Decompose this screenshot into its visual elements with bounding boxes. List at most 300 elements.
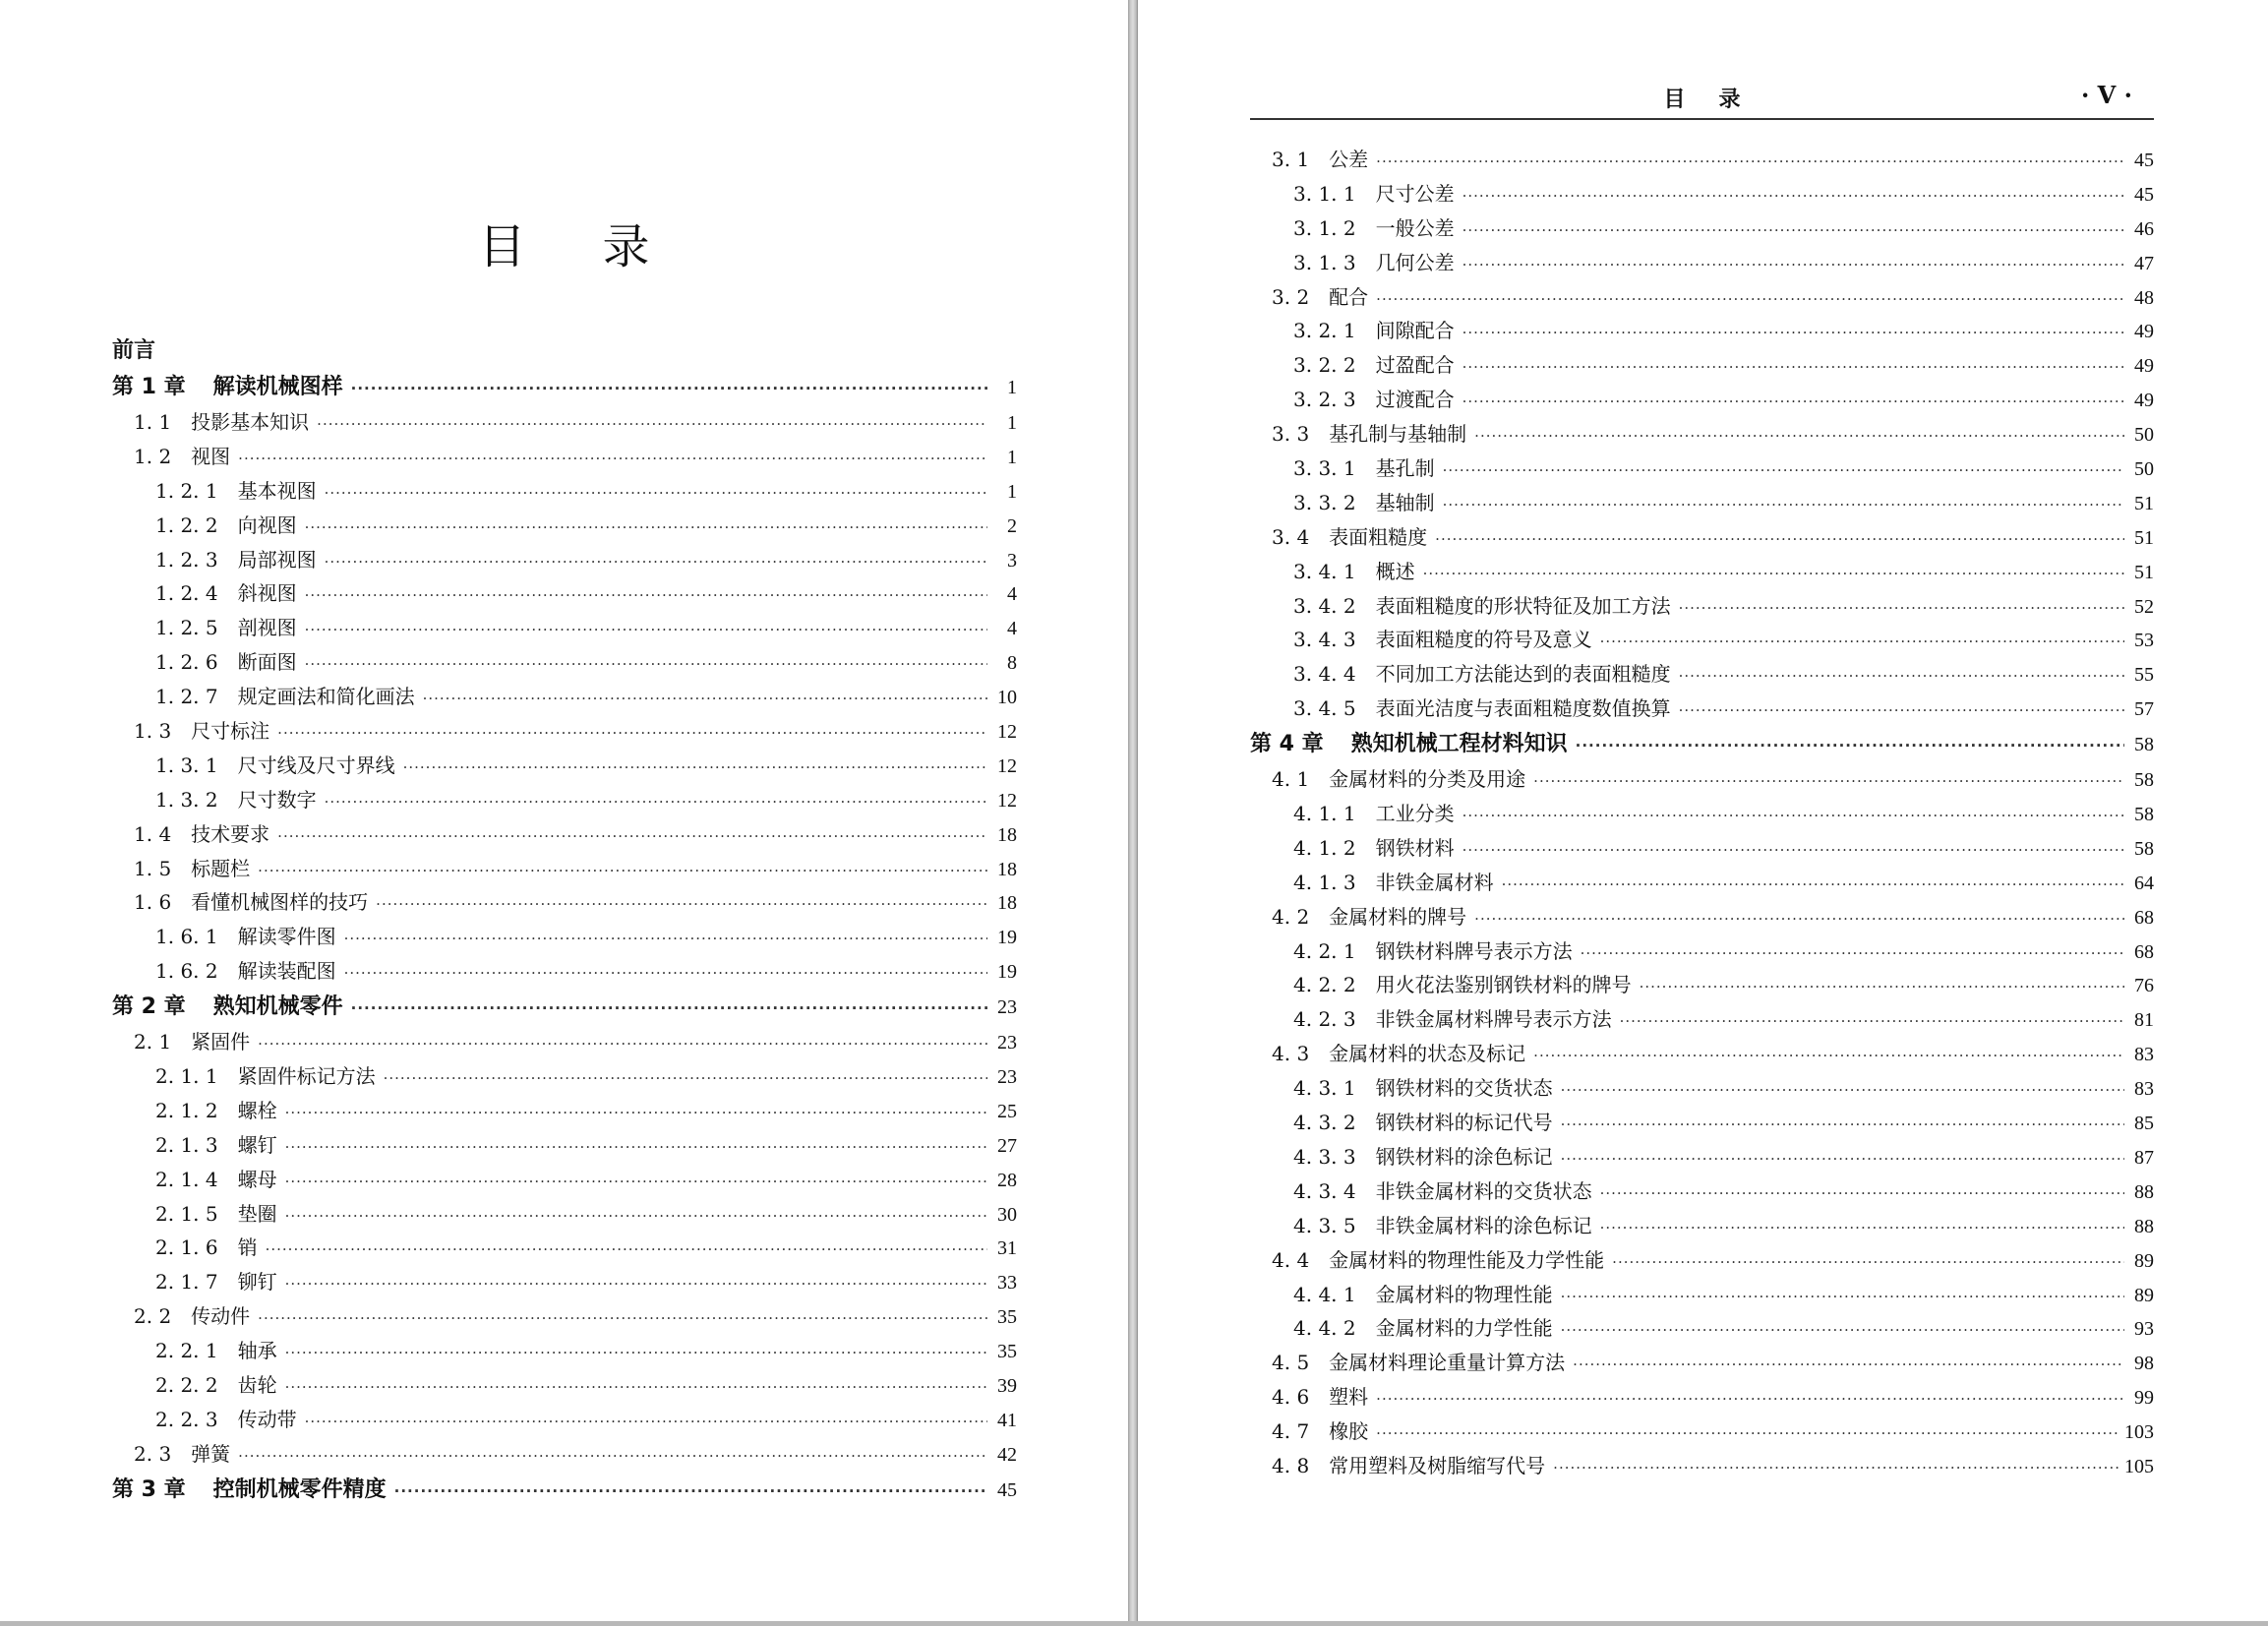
dot-leader bbox=[351, 991, 987, 1027]
toc-entry-number: 2. 2 bbox=[134, 1304, 172, 1329]
dot-leader bbox=[285, 1096, 987, 1130]
toc-entry-number: 1. 5 bbox=[134, 856, 172, 880]
dot-leader bbox=[285, 1199, 987, 1234]
toc-entry-title: 不同加工方法能达到的表面粗糙度 bbox=[1375, 662, 1671, 687]
toc-entry[interactable] bbox=[112, 1403, 1017, 1437]
toc-entry[interactable] bbox=[112, 1094, 1017, 1128]
toc-entry-number: 3. 1. 1 bbox=[1293, 181, 1356, 206]
toc-entry[interactable] bbox=[1250, 1037, 2154, 1071]
toc-entry-title: 解读装配图 bbox=[237, 959, 336, 984]
toc-entry-page: 19 bbox=[997, 961, 1017, 984]
toc-entry-page: 1 bbox=[1007, 480, 1017, 503]
toc-entry-title: 过渡配合 bbox=[1375, 388, 1455, 412]
page-divider bbox=[1128, 0, 1138, 1626]
toc-entry-number: 3. 4 bbox=[1272, 524, 1310, 549]
toc-entry-number: 4. 8 bbox=[1272, 1453, 1310, 1477]
toc-entry-number: 4. 1. 3 bbox=[1293, 870, 1356, 894]
toc-entry-title: 表面光洁度与表面粗糙度数值换算 bbox=[1375, 696, 1671, 721]
toc-entry-page: 12 bbox=[997, 789, 1017, 812]
toc-entry-title: 投影基本知识 bbox=[191, 410, 310, 434]
toc-entry-title: 工业分类 bbox=[1375, 802, 1455, 826]
toc-entry[interactable] bbox=[1250, 452, 2154, 486]
toc-entry-title: 轴承 bbox=[237, 1339, 277, 1363]
toc-entry-number: 4. 2 bbox=[1272, 904, 1310, 929]
toc-entry-title: 垫圈 bbox=[237, 1201, 277, 1226]
dot-leader bbox=[277, 716, 987, 751]
toc-entry[interactable] bbox=[112, 885, 1017, 920]
toc-entry[interactable] bbox=[1250, 1106, 2154, 1140]
toc-entry-title: 非铁金属材料的交货状态 bbox=[1375, 1178, 1592, 1203]
toc-entry-title: 尺寸数字 bbox=[237, 787, 317, 812]
toc-entry-title: 规定画法和简化画法 bbox=[237, 685, 415, 709]
toc-entry[interactable] bbox=[112, 543, 1017, 577]
dot-leader bbox=[1462, 213, 2124, 248]
dot-leader bbox=[1561, 1280, 2124, 1314]
toc-entry-page: 83 bbox=[2134, 1044, 2154, 1066]
toc-entry-title: 螺母 bbox=[237, 1167, 277, 1191]
toc-entry[interactable] bbox=[112, 474, 1017, 509]
toc-entry-page: 23 bbox=[997, 996, 1017, 1019]
toc-entry-page: 103 bbox=[2124, 1421, 2154, 1444]
dot-leader bbox=[351, 371, 987, 407]
toc-entry[interactable] bbox=[1250, 589, 2154, 624]
toc-entry[interactable] bbox=[1250, 1243, 2154, 1278]
toc-entry-page: 58 bbox=[2134, 734, 2154, 756]
toc-entry-title: 表面粗糙度的形状特征及加工方法 bbox=[1375, 593, 1671, 618]
running-head-title: 目录 bbox=[1663, 87, 1774, 112]
toc-entry-number: 3. 4. 3 bbox=[1293, 628, 1356, 652]
toc-entry[interactable] bbox=[112, 645, 1017, 680]
toc-entry[interactable] bbox=[112, 440, 1017, 474]
toc-entry-page: 52 bbox=[2134, 595, 2154, 618]
toc-entry-page: 76 bbox=[2134, 975, 2154, 997]
toc-entry-number: 2. 1. 7 bbox=[155, 1270, 218, 1295]
toc-entry-title: 金属材料的物理性能 bbox=[1375, 1282, 1553, 1306]
toc-entry-title: 基孔制与基轴制 bbox=[1329, 422, 1467, 447]
toc-entry-page: 33 bbox=[997, 1272, 1017, 1295]
toc-entry-number: 1. 6 bbox=[134, 890, 172, 915]
toc-entry-number: 2. 1. 6 bbox=[155, 1235, 218, 1260]
dot-leader bbox=[305, 578, 987, 613]
toc-entry[interactable] bbox=[1250, 1174, 2154, 1209]
toc-entry-number: 4. 5 bbox=[1272, 1351, 1310, 1375]
toc-entry-page: 57 bbox=[2134, 698, 2154, 721]
toc-entry[interactable] bbox=[1250, 657, 2154, 692]
toc-entry-title: 熟知机械零件 bbox=[212, 994, 343, 1020]
toc-entry[interactable] bbox=[112, 509, 1017, 543]
toc-entry-page: 49 bbox=[2134, 321, 2154, 343]
toc-entry-page: 41 bbox=[997, 1409, 1017, 1431]
toc-entry-title: 钢铁材料的标记代号 bbox=[1375, 1111, 1553, 1135]
toc-entry-number: 1. 2. 2 bbox=[155, 512, 218, 537]
toc-entry-title: 紧固件 bbox=[191, 1030, 251, 1054]
toc-entry-title: 向视图 bbox=[237, 512, 297, 537]
toc-entry-number: 3. 1. 2 bbox=[1293, 215, 1356, 240]
toc-entry-page: 105 bbox=[2124, 1455, 2154, 1477]
toc-entry-title: 尺寸公差 bbox=[1375, 181, 1455, 206]
dot-leader bbox=[277, 819, 987, 854]
toc-entry[interactable] bbox=[1250, 1415, 2154, 1449]
toc-entry-number: 2. 1. 3 bbox=[155, 1132, 218, 1157]
toc-entry-page: 1 bbox=[1007, 377, 1017, 398]
dot-leader bbox=[317, 407, 987, 442]
toc-entry-title: 尺寸标注 bbox=[191, 719, 270, 744]
dot-leader bbox=[384, 1061, 987, 1096]
toc-entry-page: 18 bbox=[997, 858, 1017, 880]
toc-entry-page: 23 bbox=[997, 1066, 1017, 1089]
toc-entry-number: 3. 2 bbox=[1272, 284, 1310, 309]
toc-entry[interactable] bbox=[1250, 555, 2154, 589]
toc-entry-page: 1 bbox=[1007, 446, 1017, 468]
toc-entry[interactable] bbox=[112, 1197, 1017, 1232]
toc-entry[interactable] bbox=[1250, 1346, 2154, 1380]
toc-entry-title: 剖视图 bbox=[237, 616, 297, 640]
toc-entry-number: 4. 2. 2 bbox=[1293, 973, 1356, 997]
toc-entry-title: 常用塑料及树脂缩写代号 bbox=[1329, 1453, 1546, 1477]
toc-entry[interactable] bbox=[112, 1265, 1017, 1299]
dot-leader bbox=[1561, 1108, 2124, 1142]
toc-entry-number: 3. 3. 1 bbox=[1293, 456, 1356, 481]
dot-leader bbox=[285, 1336, 987, 1370]
dot-leader bbox=[1443, 453, 2124, 488]
running-header bbox=[1250, 81, 2154, 120]
toc-entry[interactable] bbox=[1250, 1380, 2154, 1415]
dot-leader bbox=[1600, 625, 2124, 659]
dot-leader bbox=[403, 751, 987, 785]
dot-leader bbox=[1679, 659, 2124, 693]
toc-entry-page: 31 bbox=[997, 1237, 1017, 1260]
toc-entry-title: 螺栓 bbox=[237, 1098, 277, 1122]
toc-chapter-entry[interactable] bbox=[1250, 726, 2154, 762]
toc-chapter-entry[interactable] bbox=[112, 989, 1017, 1025]
toc-entry[interactable] bbox=[1250, 762, 2154, 797]
toc-entry-page: 19 bbox=[997, 927, 1017, 949]
toc-entry-title: 几何公差 bbox=[1375, 250, 1455, 274]
toc-entry[interactable] bbox=[112, 920, 1017, 954]
dot-leader bbox=[1600, 1211, 2124, 1245]
toc-entry-title: 表面粗糙度的符号及意义 bbox=[1375, 628, 1592, 652]
toc-entry-number: 第 1 章 bbox=[112, 375, 186, 399]
toc-entry[interactable] bbox=[1250, 348, 2154, 383]
toc-entry[interactable] bbox=[1250, 797, 2154, 831]
toc-entry-page: 99 bbox=[2134, 1387, 2154, 1410]
toc-entry-page: 28 bbox=[997, 1169, 1017, 1191]
toc-entry-number: 4. 3. 3 bbox=[1293, 1144, 1356, 1169]
dot-leader bbox=[305, 647, 987, 682]
toc-entry-number: 3. 3. 2 bbox=[1293, 490, 1356, 514]
toc-entry-title: 传动带 bbox=[237, 1407, 297, 1431]
toc-entry-page: 89 bbox=[2134, 1249, 2154, 1272]
toc-entry-page: 18 bbox=[997, 892, 1017, 915]
toc-entry-page: 51 bbox=[2134, 526, 2154, 549]
toc-entry[interactable] bbox=[1250, 866, 2154, 900]
toc-entry[interactable] bbox=[1250, 831, 2154, 866]
toc-entry-number: 2. 1. 2 bbox=[155, 1098, 218, 1122]
dot-leader bbox=[1462, 179, 2124, 213]
toc-entry-title: 基孔制 bbox=[1375, 456, 1435, 481]
toc-entry-number: 4. 2. 1 bbox=[1293, 938, 1356, 963]
dot-leader bbox=[1561, 1313, 2124, 1348]
toc-entry-number: 2. 3 bbox=[134, 1441, 172, 1466]
toc-entry[interactable] bbox=[1250, 177, 2154, 211]
toc-entry[interactable] bbox=[1250, 383, 2154, 417]
dot-leader bbox=[1376, 282, 2124, 317]
toc-entry[interactable] bbox=[1250, 280, 2154, 315]
toc-entry-page: 51 bbox=[2134, 492, 2154, 514]
toc-entry-page: 23 bbox=[997, 1032, 1017, 1054]
toc-entry[interactable] bbox=[1250, 692, 2154, 726]
toc-entry-page: 2 bbox=[1007, 514, 1017, 537]
toc-entry[interactable] bbox=[1250, 968, 2154, 1002]
toc-entry-page: 39 bbox=[997, 1375, 1017, 1398]
toc-entry[interactable] bbox=[1250, 1278, 2154, 1312]
toc-entry-title: 金属材料的分类及用途 bbox=[1329, 767, 1526, 792]
toc-entry[interactable] bbox=[1250, 143, 2154, 177]
dot-leader bbox=[1553, 1451, 2119, 1485]
toc-entry-title: 前言 bbox=[112, 338, 156, 363]
toc-entry-number: 2. 1 bbox=[134, 1030, 172, 1054]
dot-leader bbox=[285, 1165, 987, 1199]
toc-entry-number: 1. 2 bbox=[134, 444, 172, 468]
toc-entry-title: 过盈配合 bbox=[1375, 353, 1455, 378]
toc-entry-number: 1. 1 bbox=[134, 410, 172, 434]
toc-entry-page: 10 bbox=[997, 687, 1017, 709]
toc-entry-title: 解读机械图样 bbox=[212, 375, 343, 399]
toc-entry-page: 50 bbox=[2134, 458, 2154, 481]
toc-entry-page: 4 bbox=[1007, 618, 1017, 640]
toc-entry[interactable] bbox=[1250, 900, 2154, 934]
toc-entry[interactable] bbox=[112, 714, 1017, 749]
toc-entry-number: 2. 1. 1 bbox=[155, 1064, 218, 1089]
dot-leader bbox=[258, 1027, 987, 1061]
toc-entry[interactable] bbox=[112, 611, 1017, 645]
toc-entry[interactable] bbox=[112, 576, 1017, 611]
toc-entry[interactable] bbox=[112, 783, 1017, 817]
toc-entry-page: 18 bbox=[997, 823, 1017, 846]
toc-entry-number: 4. 3. 2 bbox=[1293, 1111, 1356, 1135]
toc-entry[interactable] bbox=[112, 1231, 1017, 1265]
toc-entry-title: 销 bbox=[237, 1235, 258, 1260]
toc-entry[interactable] bbox=[112, 1059, 1017, 1094]
toc-entry-number: 4. 3. 5 bbox=[1293, 1213, 1356, 1237]
toc-entry-page: 8 bbox=[1007, 652, 1017, 675]
toc-entry-page: 45 bbox=[2134, 183, 2154, 206]
dot-leader bbox=[258, 854, 987, 888]
toc-entry-page: 45 bbox=[997, 1478, 1017, 1501]
toc-entry-title: 公差 bbox=[1329, 148, 1369, 171]
toc-entry[interactable] bbox=[1250, 1449, 2154, 1483]
toc-entry[interactable] bbox=[1250, 1002, 2154, 1037]
toc-entry-page: 68 bbox=[2134, 940, 2154, 963]
toc-entry-number: 2. 2. 1 bbox=[155, 1339, 218, 1363]
toc-entry-page: 81 bbox=[2134, 1009, 2154, 1032]
toc-entry-title: 视图 bbox=[191, 444, 231, 468]
toc-entry-page: 49 bbox=[2134, 390, 2154, 412]
toc-entry-title: 金属材料的力学性能 bbox=[1375, 1316, 1553, 1341]
toc-entry-page: 85 bbox=[2134, 1113, 2154, 1135]
toc-entry-page: 87 bbox=[2134, 1146, 2154, 1169]
dot-leader bbox=[1561, 1142, 2124, 1176]
toc-entry-title: 金属材料的牌号 bbox=[1329, 904, 1467, 929]
toc-entry-page: 47 bbox=[2134, 252, 2154, 274]
toc-entry-number: 3. 1. 3 bbox=[1293, 250, 1356, 274]
toc-entry-number: 4. 1. 2 bbox=[1293, 835, 1356, 860]
toc-entry-number: 1. 2. 1 bbox=[155, 478, 218, 503]
toc-entry[interactable] bbox=[112, 1025, 1017, 1059]
dot-leader bbox=[376, 887, 987, 922]
dot-leader bbox=[1474, 419, 2124, 453]
toc-entry-page: 27 bbox=[997, 1134, 1017, 1157]
toc-entry[interactable] bbox=[112, 852, 1017, 886]
toc-entry-number: 1. 6. 1 bbox=[155, 925, 218, 949]
toc-left-list bbox=[112, 332, 1017, 1508]
toc-entry[interactable] bbox=[1250, 934, 2154, 969]
dot-leader bbox=[1443, 488, 2124, 522]
toc-entry-title: 技术要求 bbox=[191, 821, 270, 846]
toc-entry-title: 标题栏 bbox=[191, 856, 251, 880]
toc-entry-number: 3. 2. 3 bbox=[1293, 388, 1356, 412]
toc-entry-title: 钢铁材料 bbox=[1375, 835, 1455, 860]
page-number-label: · V · bbox=[2080, 81, 2132, 109]
dot-leader bbox=[1376, 145, 2124, 179]
dot-leader bbox=[1533, 1039, 2124, 1073]
dot-leader bbox=[344, 956, 987, 991]
toc-entry-title: 配合 bbox=[1329, 284, 1369, 309]
toc-entry-title: 概述 bbox=[1375, 559, 1415, 583]
toc-entry[interactable] bbox=[112, 954, 1017, 989]
toc-entry[interactable] bbox=[1250, 1209, 2154, 1243]
dot-leader bbox=[285, 1370, 987, 1405]
toc-entry[interactable] bbox=[112, 1128, 1017, 1163]
dot-leader bbox=[1462, 350, 2124, 385]
toc-entry-title: 非铁金属材料的涂色标记 bbox=[1375, 1213, 1592, 1237]
toc-entry-number: 1. 4 bbox=[134, 821, 172, 846]
toc-entry[interactable] bbox=[112, 680, 1017, 714]
dot-leader bbox=[1576, 728, 2124, 764]
toc-entry-page: 58 bbox=[2134, 769, 2154, 792]
dot-leader bbox=[1462, 799, 2124, 833]
toc-entry-page: 12 bbox=[997, 754, 1017, 777]
toc-entry-number: 3. 4. 2 bbox=[1293, 593, 1356, 618]
toc-right-list bbox=[1250, 143, 2154, 1483]
toc-entry-title: 斜视图 bbox=[237, 581, 297, 606]
toc-entry[interactable] bbox=[1250, 314, 2154, 348]
toc-entry-page: 49 bbox=[2134, 355, 2154, 378]
dot-leader bbox=[305, 511, 987, 545]
toc-entry-page: 35 bbox=[997, 1306, 1017, 1329]
bottom-edge bbox=[0, 1621, 2268, 1626]
toc-entry-title: 基本视图 bbox=[237, 478, 317, 503]
toc-entry-title: 螺钉 bbox=[237, 1132, 277, 1157]
toc-entry-number: 1. 6. 2 bbox=[155, 959, 218, 984]
toc-entry-page: 58 bbox=[2134, 837, 2154, 860]
toc-entry-page: 88 bbox=[2134, 1180, 2154, 1203]
toc-entry[interactable] bbox=[1250, 246, 2154, 280]
dot-leader bbox=[305, 1405, 987, 1439]
toc-entry-number: 4. 3. 4 bbox=[1293, 1178, 1356, 1203]
toc-entry-page: 30 bbox=[997, 1203, 1017, 1226]
toc-entry-number: 4. 4 bbox=[1272, 1247, 1310, 1272]
dot-leader bbox=[1679, 693, 2124, 728]
toc-entry[interactable] bbox=[112, 1163, 1017, 1197]
toc-entry[interactable] bbox=[1250, 623, 2154, 657]
toc-entry[interactable] bbox=[112, 405, 1017, 440]
toc-entry-title: 解读零件图 bbox=[237, 925, 336, 949]
toc-entry-page: 3 bbox=[1007, 549, 1017, 572]
toc-entry-number: 3. 4. 5 bbox=[1293, 696, 1356, 721]
dot-leader bbox=[285, 1130, 987, 1165]
toc-entry-page: 53 bbox=[2134, 630, 2154, 652]
toc-entry-number: 1. 2. 4 bbox=[155, 581, 218, 606]
toc-entry-title: 传动件 bbox=[191, 1304, 251, 1329]
toc-entry[interactable] bbox=[1250, 1140, 2154, 1174]
toc-entry[interactable] bbox=[112, 1299, 1017, 1334]
toc-entry[interactable] bbox=[1250, 486, 2154, 520]
toc-entry-title: 间隙配合 bbox=[1375, 319, 1455, 343]
toc-entry[interactable] bbox=[112, 1437, 1017, 1472]
toc-entry[interactable] bbox=[1250, 211, 2154, 246]
toc-entry-title: 铆钉 bbox=[237, 1270, 277, 1295]
toc-entry-title: 用火花法鉴别钢铁材料的牌号 bbox=[1375, 973, 1632, 997]
toc-entry-number: 4. 1. 1 bbox=[1293, 802, 1356, 826]
toc-entry-number: 3. 1 bbox=[1272, 148, 1310, 171]
toc-entry-title: 钢铁材料牌号表示方法 bbox=[1375, 938, 1573, 963]
toc-chapter-entry[interactable] bbox=[112, 369, 1017, 405]
toc-entry[interactable] bbox=[1250, 417, 2154, 452]
dot-leader bbox=[1462, 833, 2124, 868]
dot-leader bbox=[1640, 970, 2124, 1004]
dot-leader bbox=[1573, 1348, 2124, 1382]
toc-entry-page: 25 bbox=[997, 1100, 1017, 1122]
toc-entry-title: 看懂机械图样的技巧 bbox=[191, 890, 369, 915]
toc-entry[interactable] bbox=[112, 817, 1017, 852]
toc-chapter-entry[interactable] bbox=[112, 1472, 1017, 1508]
toc-entry-page: 68 bbox=[2134, 906, 2154, 929]
toc-entry-number: 4. 4. 2 bbox=[1293, 1316, 1356, 1341]
toc-entry[interactable] bbox=[112, 1368, 1017, 1403]
dot-leader bbox=[1581, 936, 2124, 971]
toc-entry-page: 4 bbox=[1007, 583, 1017, 606]
toc-entry-page: 1 bbox=[1007, 412, 1017, 434]
toc-entry-title: 钢铁材料的涂色标记 bbox=[1375, 1144, 1553, 1169]
toc-entry[interactable] bbox=[1250, 520, 2154, 555]
toc-entry-number: 3. 2. 2 bbox=[1293, 353, 1356, 378]
dot-leader bbox=[258, 1301, 987, 1336]
toc-entry-title: 齿轮 bbox=[237, 1373, 277, 1398]
toc-entry[interactable] bbox=[112, 749, 1017, 783]
toc-entry-page: 51 bbox=[2134, 561, 2154, 583]
toc-entry[interactable] bbox=[1250, 1311, 2154, 1346]
toc-entry-number: 2. 2. 2 bbox=[155, 1373, 218, 1398]
toc-entry[interactable] bbox=[112, 1334, 1017, 1368]
toc-chapter-entry[interactable] bbox=[112, 332, 1017, 369]
toc-entry[interactable] bbox=[1250, 1071, 2154, 1106]
toc-entry-number: 2. 2. 3 bbox=[155, 1407, 218, 1431]
toc-entry-page: 83 bbox=[2134, 1078, 2154, 1101]
toc-entry-number: 第 2 章 bbox=[112, 994, 186, 1020]
dot-leader bbox=[1376, 1416, 2119, 1451]
toc-entry-number: 4. 1 bbox=[1272, 767, 1310, 792]
toc-entry-number: 3. 4. 1 bbox=[1293, 559, 1356, 583]
toc-entry-number: 第 4 章 bbox=[1250, 732, 1324, 757]
dot-leader bbox=[1679, 591, 2124, 626]
dot-leader bbox=[344, 922, 987, 956]
toc-entry-title: 熟知机械工程材料知识 bbox=[1350, 732, 1568, 757]
dot-leader bbox=[238, 1439, 987, 1474]
toc-entry-number: 第 3 章 bbox=[112, 1476, 186, 1502]
dot-leader bbox=[423, 682, 987, 716]
toc-entry-title: 橡胶 bbox=[1329, 1419, 1369, 1444]
